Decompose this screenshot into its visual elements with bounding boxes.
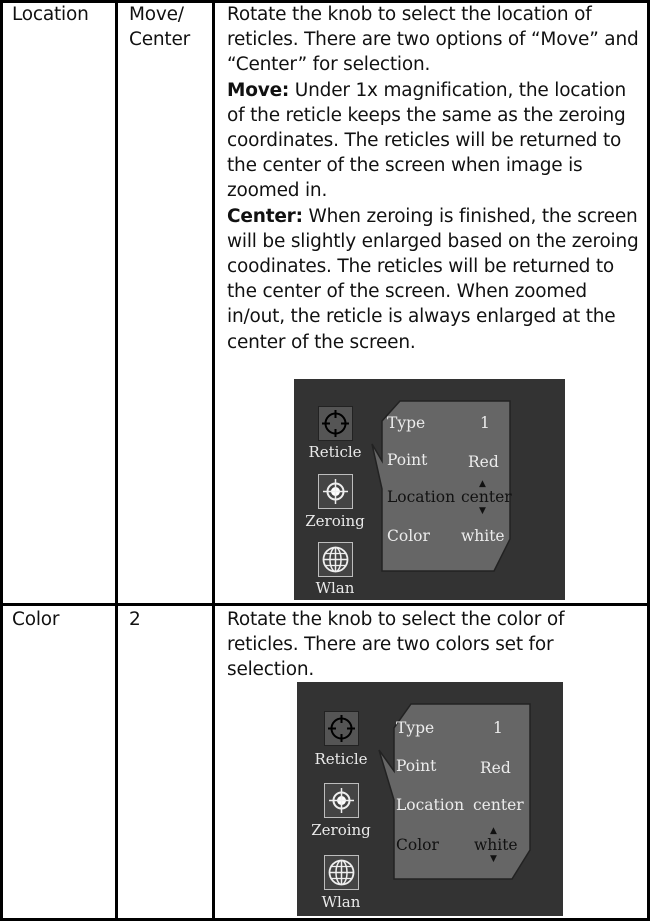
column-divider-2 [212, 0, 215, 921]
menu-value-color: white [461, 527, 505, 545]
menu-key-point: Point [396, 757, 437, 775]
setting-description-color [227, 607, 627, 683]
menu-key-type: Type [387, 414, 426, 432]
menu-key-color: Color [387, 527, 430, 545]
menu-key-location[interactable]: Location [387, 488, 456, 506]
move-label: Move: [227, 79, 290, 101]
up-arrow-icon[interactable]: ▲ [479, 479, 486, 489]
wlan-label: Wlan [321, 893, 361, 911]
up-arrow-icon[interactable]: ▲ [490, 826, 497, 836]
menu-key-color[interactable]: Color [396, 836, 439, 854]
menu-key-point: Point [387, 451, 428, 469]
menu-value-color[interactable]: white [474, 836, 518, 854]
menu-value-point: Red [468, 453, 499, 471]
move-text: Under 1x magnification, the location of the reticle keeps the same as the zeroing coordinates. The reticles will be returned to the center of the screen when image is zoomed in. [227, 79, 627, 202]
setting-options-location [129, 2, 190, 52]
device-screen-color [297, 682, 563, 916]
down-arrow-icon[interactable]: ▼ [479, 506, 486, 516]
menu-value-location[interactable]: center [461, 488, 512, 506]
table-border-left [0, 0, 3, 921]
menu-key-location: Location [396, 796, 465, 814]
description-move [227, 78, 641, 204]
setting-options-color: 2 [129, 609, 141, 630]
menu-value-location: center [473, 796, 524, 814]
zeroing-label: Zeroing [311, 821, 371, 839]
reticle-label: Reticle [308, 443, 362, 461]
zeroing-label: Zeroing [305, 512, 365, 530]
description-intro: Rotate the knob to select the color of reticles. There are two colors set for selection. [227, 609, 565, 681]
column-divider-1 [115, 0, 118, 921]
menu-value-type: 1 [493, 719, 503, 737]
row-divider [0, 603, 650, 606]
menu-key-type: Type [396, 719, 435, 737]
center-text: When zeroing is finished, the screen will be slightly enlarged based on the zeroing coodinates. The reticles will be returned to the center of the screen. When zoomed in/out, the reticle is always enlarged at the center of the screen. [227, 205, 639, 353]
wlan-label: Wlan [315, 579, 355, 597]
setting-name-location: Location [12, 4, 89, 25]
device-screen-location [294, 379, 565, 600]
menu-value-point: Red [480, 759, 511, 777]
setting-name-color: Color [12, 609, 60, 630]
down-arrow-icon[interactable]: ▼ [490, 854, 497, 864]
option-move: Move/ [129, 4, 184, 25]
description-intro: Rotate the knob to select the location of reticles. There are two options of “Move” and “Center” for selection. [227, 4, 639, 76]
description-center [227, 204, 641, 355]
setting-description-location [227, 2, 641, 355]
menu-value-type: 1 [480, 414, 490, 432]
option-center: Center [129, 29, 191, 51]
reticle-label: Reticle [314, 750, 368, 768]
center-label: Center: [227, 205, 303, 227]
